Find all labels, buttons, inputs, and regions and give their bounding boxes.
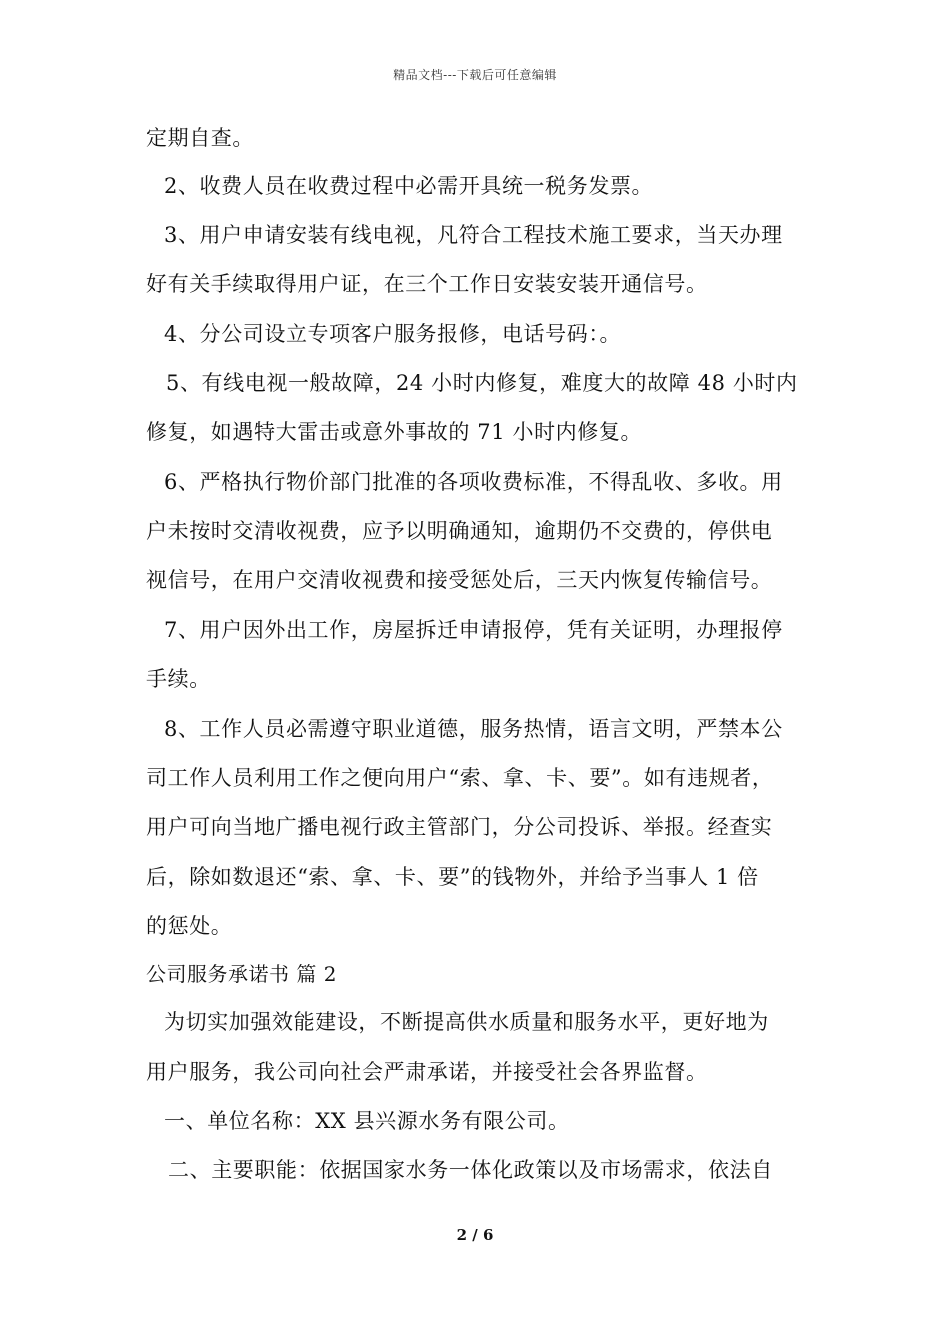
section-heading: 公司服务承诺书 篇 2 <box>146 962 337 986</box>
page-number: 2 / 6 <box>456 1226 494 1244</box>
paragraph-line: 户未按时交清收视费，应予以明确通知，逾期仍不交费的，停供电 <box>146 519 773 543</box>
paragraph-line: 2、收费人员在收费过程中必需开具统一税务发票。 <box>164 174 654 198</box>
paragraph-line: 用户服务，我公司向社会严肃承诺，并接受社会各界监督。 <box>146 1060 708 1084</box>
paragraph-line: 7、用户因外出工作，房屋拆迁申请报停，凭有关证明，办理报停 <box>164 618 783 642</box>
paragraph-line: 6、严格执行物价部门批准的各项收费标准，不得乱收、多收。用 <box>164 470 783 494</box>
paragraph-line: 3、用户申请安装有线电视，凡符合工程技术施工要求，当天办理 <box>164 223 783 247</box>
paragraph-line: 司工作人员利用工作之便向用户“索、拿、卡、要”。如有违规者， <box>146 766 774 790</box>
paragraph-line: 视信号，在用户交清收视费和接受惩处后，三天内恢复传输信号。 <box>146 568 773 592</box>
paragraph-line: 后，除如数退还“索、拿、卡、要”的钱物外，并给予当事人 1 倍 <box>146 865 759 889</box>
page-header: 精品文档---下载后可任意编辑 <box>393 68 557 82</box>
paragraph-line: 4、分公司设立专项客户服务报修，电话号码：。 <box>164 322 622 346</box>
paragraph-line: 二、主要职能：依据国家水务一体化政策以及市场需求，依法自 <box>168 1158 773 1182</box>
paragraph-line: 用户可向当地广播电视行政主管部门，分公司投诉、举报。经查实 <box>146 815 773 839</box>
paragraph-line: 定期自查。 <box>146 126 254 150</box>
paragraph-line: 修复，如遇特大雷击或意外事故的 71 小时内修复。 <box>146 420 643 444</box>
paragraph-line: 一、单位名称：XX 县兴源水务有限公司。 <box>164 1109 570 1133</box>
paragraph-line: 手续。 <box>146 667 211 691</box>
paragraph-line: 8、工作人员必需遵守职业道德，服务热情，语言文明，严禁本公 <box>164 717 783 741</box>
paragraph-line: 好有关手续取得用户证，在三个工作日安装安装开通信号。 <box>146 272 708 296</box>
paragraph-line: 5、有线电视一般故障，24 小时内修复，难度大的故障 48 小时内 <box>166 371 798 395</box>
paragraph-line: 为切实加强效能建设，不断提高供水质量和服务水平，更好地为 <box>164 1010 769 1034</box>
paragraph-line: 的惩处。 <box>146 914 233 938</box>
